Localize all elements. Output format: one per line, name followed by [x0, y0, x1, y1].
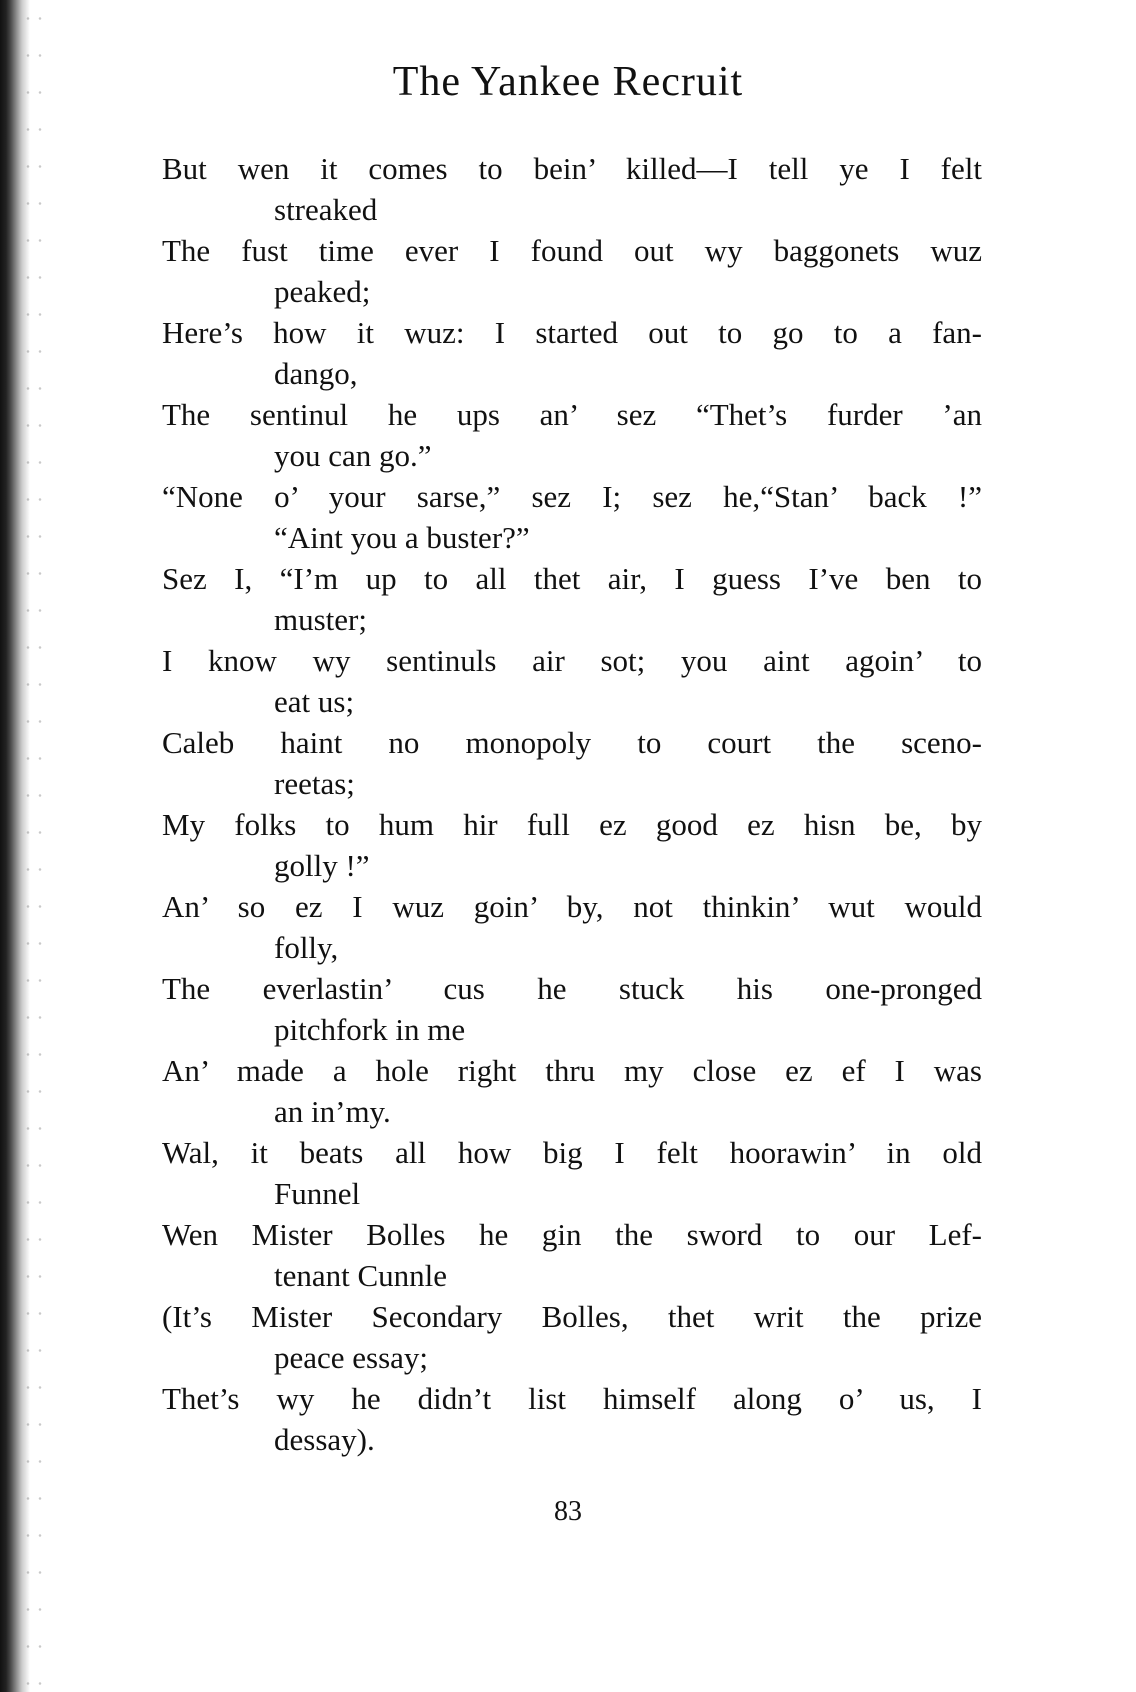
poem-line — [162, 1050, 982, 1132]
line-text: The fust time ever I found out wy baggonets wuz — [162, 233, 982, 268]
line-continuation: tenant Cunnle — [274, 1258, 448, 1293]
line-continuation: pitchfork in me — [274, 1012, 466, 1047]
poem-line — [162, 312, 982, 394]
poem-line — [162, 558, 982, 640]
line-text: Wen Mister Bolles he gin the sword to our Lef- — [162, 1217, 982, 1252]
line-continuation: “Aint you a buster?” — [274, 520, 530, 555]
poem-line — [162, 722, 982, 804]
running-head: The Yankee Recruit — [392, 59, 744, 105]
poem-line — [162, 886, 982, 968]
line-continuation: folly, — [274, 930, 339, 965]
line-text: (It’s Mister Secondary Bolles, thet writ the prize — [162, 1299, 982, 1334]
line-text: Thet’s wy he didn’t list himself along o’ us, I — [162, 1381, 982, 1416]
line-continuation: golly !” — [274, 848, 370, 883]
line-continuation: reetas; — [274, 766, 355, 801]
poem-line — [162, 1378, 982, 1460]
line-continuation: peace essay; — [274, 1340, 429, 1375]
line-text: The everlastin’ cus he stuck his one-pronged — [162, 971, 982, 1006]
poem-line — [162, 1132, 982, 1214]
poem-line — [162, 1296, 982, 1378]
line-continuation: Funnel — [274, 1176, 361, 1211]
poem-line — [162, 230, 982, 312]
poem-line — [162, 394, 982, 476]
line-text: “None o’ your sarse,” sez I; sez he,“Stan’ back !” — [162, 479, 982, 514]
poem-line — [162, 476, 982, 558]
poem-line — [162, 804, 982, 886]
line-continuation: muster; — [274, 602, 367, 637]
line-continuation: peaked; — [274, 274, 371, 309]
line-text: My folks to hum hir full ez good ez hisn be, by — [162, 807, 982, 842]
poem-line — [162, 968, 982, 1050]
line-continuation: dessay). — [274, 1422, 375, 1457]
line-continuation: an in’my. — [274, 1094, 391, 1129]
line-text: Here’s how it wuz: I started out to go to a fan- — [162, 315, 982, 350]
poem-body — [162, 148, 982, 1460]
line-text: But wen it comes to bein’ killed—I tell ye I felt — [162, 151, 982, 186]
line-text: Wal, it beats all how big I felt hoorawin’ in old — [162, 1135, 982, 1170]
line-continuation: streaked — [274, 192, 378, 227]
page-number: 83 — [554, 1496, 582, 1527]
poem-line — [162, 640, 982, 722]
line-text: An’ so ez I wuz goin’ by, not thinkin’ wut would — [162, 889, 982, 924]
line-continuation: eat us; — [274, 684, 355, 719]
line-text: The sentinul he ups an’ sez “Thet’s furder ’an — [162, 397, 982, 432]
line-continuation: you can go.” — [274, 438, 432, 473]
line-text: Sez I, “I’m up to all thet air, I guess I’ve ben to — [162, 561, 982, 596]
line-text: I know wy sentinuls air sot; you aint agoin’ to — [162, 643, 982, 678]
line-continuation: dango, — [274, 356, 358, 391]
gutter-specks — [22, 0, 46, 1692]
line-text: Caleb haint no monopoly to court the sceno- — [162, 725, 982, 760]
poem-line — [162, 1214, 982, 1296]
poem-line — [162, 148, 982, 230]
line-text: An’ made a hole right thru my close ez ef I was — [162, 1053, 982, 1088]
